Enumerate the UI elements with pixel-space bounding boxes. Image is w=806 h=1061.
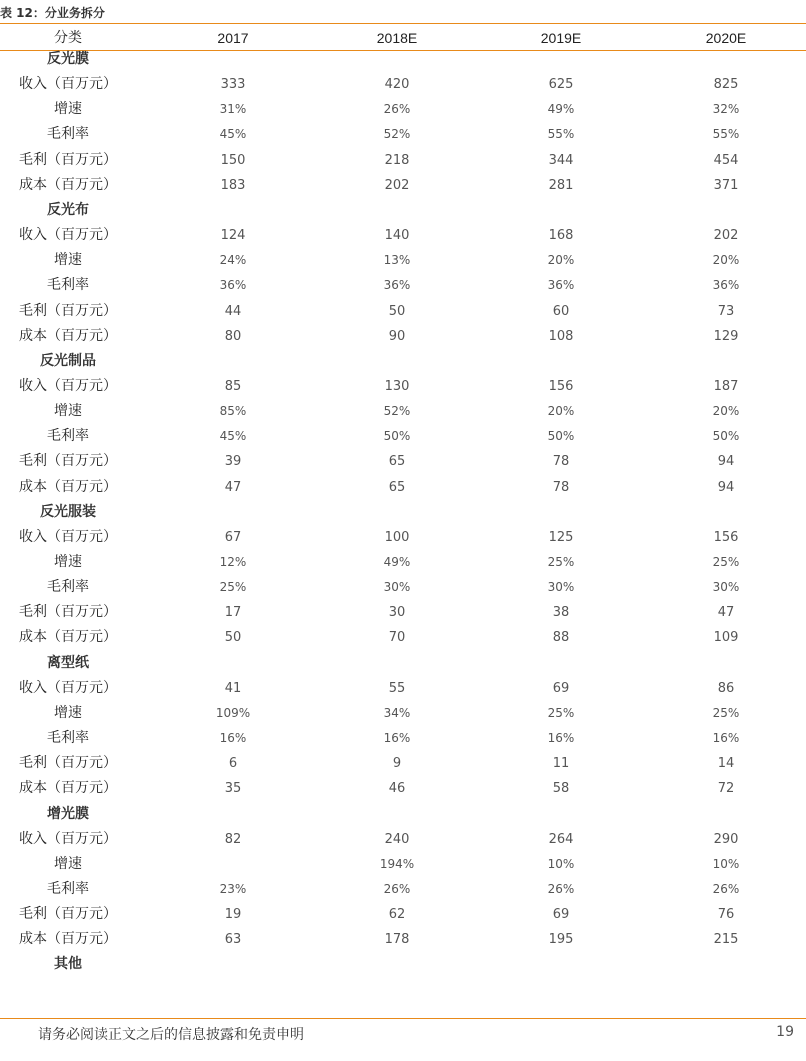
table-cell: 82 bbox=[224, 831, 242, 847]
row-label: 毛利（百万元） bbox=[19, 302, 117, 319]
row-label: 成本（百万元） bbox=[19, 629, 117, 646]
table-cell: 49% bbox=[383, 555, 411, 569]
section-header-row bbox=[0, 500, 806, 525]
table-cell: 25% bbox=[712, 705, 740, 720]
table-cell: 202 bbox=[384, 177, 410, 193]
table-cell: 371 bbox=[713, 177, 739, 193]
table-cell: 47 bbox=[717, 605, 735, 621]
table-cell: 38 bbox=[552, 605, 570, 621]
table-row bbox=[0, 827, 806, 852]
table-cell: 69 bbox=[552, 907, 570, 923]
section-name: 反光膜 bbox=[47, 51, 89, 67]
table-row bbox=[0, 299, 806, 324]
table-cell: 420 bbox=[384, 77, 410, 93]
table-cell: 62 bbox=[388, 907, 406, 923]
table-cell: 13% bbox=[383, 253, 411, 268]
table-cell: 19 bbox=[224, 907, 242, 923]
table-row bbox=[0, 776, 806, 801]
section-name: 离型纸 bbox=[47, 654, 89, 671]
table-cell: 150 bbox=[220, 152, 246, 168]
row-label: 增速 bbox=[54, 554, 82, 570]
table-cell: 625 bbox=[548, 77, 574, 93]
table-cell: 264 bbox=[548, 831, 574, 847]
table-cell: 124 bbox=[220, 228, 246, 244]
table-cell: 85% bbox=[219, 404, 247, 419]
table-cell: 45% bbox=[219, 127, 247, 142]
table-cell: 9 bbox=[392, 756, 402, 772]
table-row bbox=[0, 449, 806, 474]
table-row bbox=[0, 475, 806, 500]
table-cell: 73 bbox=[717, 303, 735, 319]
table-row bbox=[0, 97, 806, 122]
table-cell: 50% bbox=[383, 429, 411, 444]
row-label: 收入（百万元） bbox=[19, 528, 117, 545]
table-cell: 194% bbox=[379, 856, 415, 871]
table-row bbox=[0, 72, 806, 97]
table-cell: 26% bbox=[547, 881, 575, 896]
table-cell: 50 bbox=[224, 630, 242, 646]
table-cell: 36% bbox=[547, 278, 575, 293]
table-cell: 26% bbox=[383, 881, 411, 896]
table-cell: 156 bbox=[713, 529, 739, 545]
table-cell: 55 bbox=[388, 680, 406, 696]
row-label: 毛利率 bbox=[47, 880, 89, 897]
section-name: 其他 bbox=[54, 956, 82, 973]
header-year-2019e: 2019E bbox=[540, 30, 582, 46]
row-label: 收入（百万元） bbox=[19, 76, 117, 93]
header-year-2017: 2017 bbox=[217, 30, 249, 46]
table-cell: 69 bbox=[552, 680, 570, 696]
table-cell: 168 bbox=[548, 228, 574, 244]
table-cell: 187 bbox=[713, 378, 739, 394]
table-cell: 60 bbox=[552, 303, 570, 319]
table-cell: 50% bbox=[712, 429, 740, 444]
row-label: 收入（百万元） bbox=[19, 377, 117, 394]
section-name: 反光布 bbox=[47, 201, 89, 218]
table-cell: 25% bbox=[219, 580, 247, 595]
table-row bbox=[0, 148, 806, 173]
table-cell: 16% bbox=[383, 731, 411, 746]
table-cell: 65 bbox=[388, 454, 406, 470]
table-row bbox=[0, 575, 806, 600]
section-header-row bbox=[0, 651, 806, 676]
table-cell: 333 bbox=[220, 77, 246, 93]
row-label: 增速 bbox=[54, 101, 82, 118]
table-cell: 218 bbox=[384, 152, 410, 168]
table-cell: 72 bbox=[717, 781, 735, 797]
page-number: 19 bbox=[776, 1024, 794, 1040]
table-cell: 39 bbox=[224, 454, 242, 470]
header-category: 分类 bbox=[54, 30, 82, 46]
row-label: 收入（百万元） bbox=[19, 227, 117, 244]
table-cell: 36% bbox=[712, 278, 740, 293]
row-label: 毛利（百万元） bbox=[19, 453, 117, 470]
header-year-2018e: 2018E bbox=[376, 30, 418, 46]
row-label: 收入（百万元） bbox=[19, 830, 117, 847]
table-cell: 85 bbox=[224, 378, 242, 394]
row-label: 成本（百万元） bbox=[19, 478, 117, 495]
table-cell: 14 bbox=[717, 756, 735, 772]
table-cell: 30 bbox=[388, 605, 406, 621]
table-cell: 36% bbox=[219, 278, 247, 293]
table-cell: 130 bbox=[384, 378, 410, 394]
row-label: 毛利（百万元） bbox=[19, 604, 117, 621]
table-cell: 32% bbox=[712, 102, 740, 117]
row-label: 成本（百万元） bbox=[19, 327, 117, 344]
table-cell: 281 bbox=[548, 177, 574, 193]
table-cell: 240 bbox=[384, 831, 410, 847]
table-cell: 156 bbox=[548, 378, 574, 394]
row-label: 毛利率 bbox=[47, 730, 89, 747]
table-cell: 23% bbox=[219, 881, 247, 896]
table-cell: 63 bbox=[224, 932, 242, 948]
table-cell: 47 bbox=[224, 479, 242, 495]
table-cell: 70 bbox=[388, 630, 406, 646]
table-cell: 94 bbox=[717, 454, 735, 470]
table-cell: 88 bbox=[552, 630, 570, 646]
table-cell: 178 bbox=[384, 932, 410, 948]
table-cell: 108 bbox=[548, 328, 574, 344]
row-label: 成本（百万元） bbox=[19, 931, 117, 948]
table-cell: 109% bbox=[215, 705, 251, 720]
table-cell: 50 bbox=[388, 303, 406, 319]
table-row bbox=[0, 399, 806, 424]
table-cell: 24% bbox=[219, 253, 247, 268]
table-row bbox=[0, 701, 806, 726]
table-cell: 100 bbox=[384, 529, 410, 545]
table-cell: 25% bbox=[547, 705, 575, 720]
row-label: 成本（百万元） bbox=[19, 176, 117, 193]
table-cell: 26% bbox=[712, 881, 740, 896]
table-cell: 41 bbox=[224, 680, 242, 696]
row-label: 增速 bbox=[54, 704, 82, 721]
table-cell: 94 bbox=[717, 479, 735, 495]
table-cell: 20% bbox=[712, 404, 740, 419]
row-label: 收入（百万元） bbox=[19, 679, 117, 696]
table-cell: 20% bbox=[712, 253, 740, 268]
header-year-2020e: 2020E bbox=[705, 30, 747, 46]
table-cell: 65 bbox=[388, 479, 406, 495]
row-label: 毛利率 bbox=[47, 277, 89, 294]
table-cell: 78 bbox=[552, 454, 570, 470]
row-label: 增速 bbox=[54, 855, 82, 872]
table-cell: 34% bbox=[383, 705, 411, 720]
table-cell: 20% bbox=[547, 404, 575, 419]
table-row bbox=[0, 625, 806, 650]
section-header-row bbox=[0, 802, 806, 827]
table-cell: 86 bbox=[717, 680, 735, 696]
table-row bbox=[0, 751, 806, 776]
footer-disclaimer: 请务必阅读正文之后的信息披露和免责申明 bbox=[38, 1027, 304, 1043]
table-cell: 825 bbox=[713, 77, 739, 93]
table-cell: 10% bbox=[712, 856, 740, 871]
table-cell: 11 bbox=[552, 756, 570, 772]
row-label: 毛利（百万元） bbox=[19, 151, 117, 168]
table-cell: 25% bbox=[547, 555, 575, 569]
table-cell: 140 bbox=[384, 228, 410, 244]
table-cell: 16% bbox=[547, 731, 575, 746]
table-cell: 30% bbox=[547, 580, 575, 595]
row-label: 毛利率 bbox=[47, 579, 89, 596]
table-row bbox=[0, 927, 806, 952]
table-cell: 6 bbox=[228, 756, 238, 772]
row-label: 增速 bbox=[54, 403, 82, 420]
table-row bbox=[0, 374, 806, 399]
table-cell: 52% bbox=[383, 127, 411, 142]
table-row bbox=[0, 223, 806, 248]
table-row bbox=[0, 525, 806, 550]
table-row bbox=[0, 248, 806, 273]
table-row bbox=[0, 122, 806, 147]
table-cell: 30% bbox=[383, 580, 411, 595]
table-row bbox=[0, 600, 806, 625]
header-top-rule bbox=[0, 23, 806, 24]
table-row bbox=[0, 324, 806, 349]
table-cell: 20% bbox=[547, 253, 575, 268]
table-cell: 17 bbox=[224, 605, 242, 621]
table-cell: 344 bbox=[548, 152, 574, 168]
table-row bbox=[0, 726, 806, 751]
table-cell: 30% bbox=[712, 580, 740, 595]
table-row bbox=[0, 173, 806, 198]
table-cell: 16% bbox=[219, 731, 247, 746]
table-row bbox=[0, 424, 806, 449]
table-cell: 109 bbox=[713, 630, 739, 646]
table-cell: 125 bbox=[548, 529, 574, 545]
table-cell: 46 bbox=[388, 781, 406, 797]
table-cell: 58 bbox=[552, 781, 570, 797]
table-row bbox=[0, 852, 806, 877]
table-cell: 45% bbox=[219, 429, 247, 444]
table-cell: 290 bbox=[713, 831, 739, 847]
table-cell: 49% bbox=[547, 102, 575, 117]
table-title: 表 12：分业务拆分 bbox=[0, 6, 105, 20]
section-header-row bbox=[0, 47, 806, 72]
table-cell: 50% bbox=[547, 429, 575, 444]
table-row bbox=[0, 676, 806, 701]
table-cell: 35 bbox=[224, 781, 242, 797]
table-row bbox=[0, 877, 806, 902]
section-header-row bbox=[0, 952, 806, 977]
table-cell: 31% bbox=[219, 102, 247, 117]
table-row bbox=[0, 902, 806, 927]
table-cell: 90 bbox=[388, 328, 406, 344]
row-label: 毛利率 bbox=[47, 126, 89, 143]
table-row bbox=[0, 273, 806, 298]
table-cell: 129 bbox=[713, 328, 739, 344]
section-header-row bbox=[0, 349, 806, 374]
table-cell: 55% bbox=[547, 127, 575, 142]
row-label: 毛利（百万元） bbox=[19, 755, 117, 772]
section-name: 反光制品 bbox=[40, 352, 96, 369]
table-cell: 52% bbox=[383, 404, 411, 419]
footer-rule bbox=[0, 1018, 806, 1019]
row-label: 成本（百万元） bbox=[19, 780, 117, 797]
table-cell: 25% bbox=[712, 555, 740, 569]
table-row bbox=[0, 550, 806, 575]
table-cell: 78 bbox=[552, 479, 570, 495]
table-cell: 16% bbox=[712, 731, 740, 746]
table-cell: 10% bbox=[547, 856, 575, 871]
table-cell: 454 bbox=[713, 152, 739, 168]
table-cell: 76 bbox=[717, 907, 735, 923]
section-name: 增光膜 bbox=[47, 805, 89, 822]
table-cell: 215 bbox=[713, 932, 739, 948]
table-cell: 36% bbox=[383, 278, 411, 293]
section-name: 反光服装 bbox=[40, 503, 96, 520]
table-cell: 67 bbox=[224, 529, 242, 545]
row-label: 毛利率 bbox=[47, 428, 89, 445]
table-cell: 183 bbox=[220, 177, 246, 193]
table-cell: 202 bbox=[713, 228, 739, 244]
row-label: 增速 bbox=[54, 252, 82, 269]
row-label: 毛利（百万元） bbox=[19, 906, 117, 923]
section-header-row bbox=[0, 198, 806, 223]
table-cell: 55% bbox=[712, 127, 740, 142]
table-cell: 26% bbox=[383, 102, 411, 117]
table-cell: 12% bbox=[219, 555, 247, 569]
table-cell: 44 bbox=[224, 303, 242, 319]
table-cell: 195 bbox=[548, 932, 574, 948]
table-cell: 80 bbox=[224, 328, 242, 344]
